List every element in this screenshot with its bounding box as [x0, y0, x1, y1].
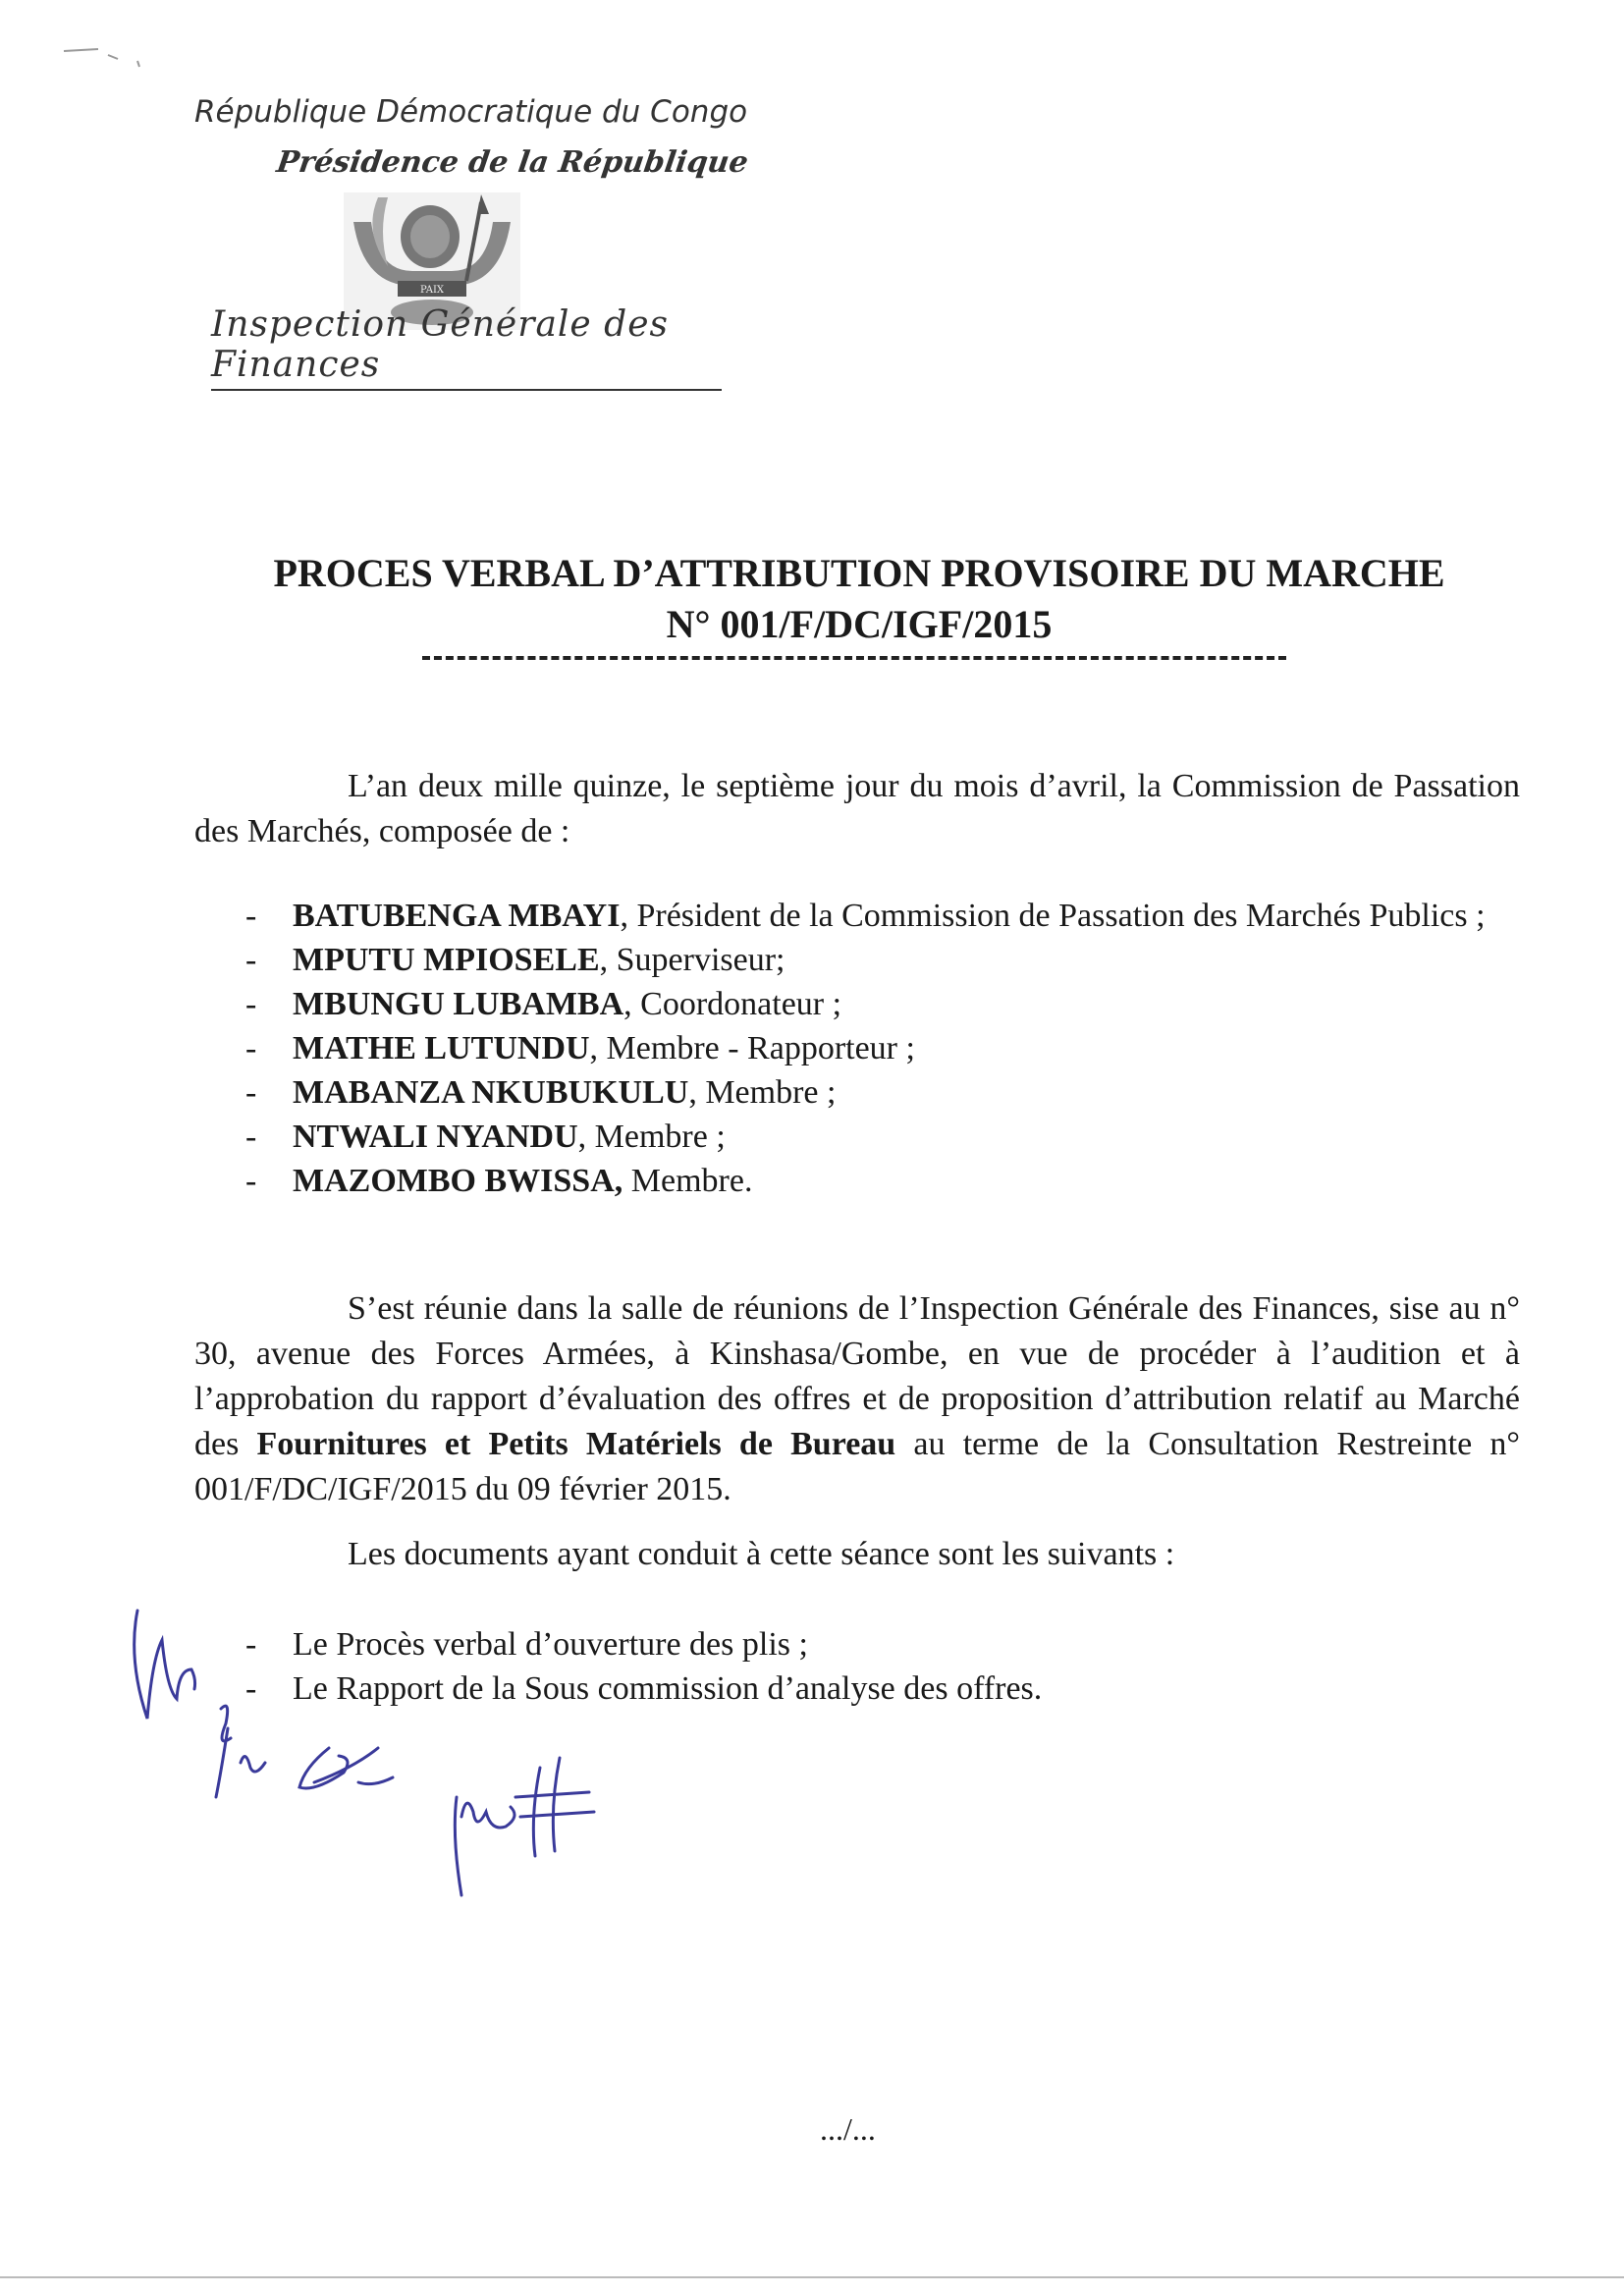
member-item: - MAZOMBO BWISSA, Membre.	[245, 1163, 753, 1199]
members-list	[245, 894, 1522, 1203]
meeting-paragraph: S’est réunie dans la salle de réunions de l’Inspection Générale des Finances, sise au n° 30, avenue des Forces Armées, à Kinshasa/Gombe, en vue de procéder à l’audition et à l’approbation du rapport d’évaluation des offres et de proposition d’attribution relatif au Marché des Fournitures et Petits Matériels de Bureau au terme de la Consultation Restreinte n° 001/F/DC/IGF/2015 du 09 février 2015.	[194, 1290, 1520, 1507]
header-country: République Démocratique du Congo	[194, 94, 748, 130]
member-name: NTWALI NYANDU	[293, 1119, 578, 1155]
member-name: MABANZA NKUBUKULU	[293, 1074, 689, 1111]
member-item: - MBUNGU LUBAMBA, Coordonateur ;	[245, 986, 842, 1022]
member-role: , Membre ;	[577, 1119, 726, 1155]
member-item: - NTWALI NYANDU, Membre ;	[245, 1119, 726, 1155]
handwritten-initials	[118, 1601, 628, 1925]
title-line-2: N° 001/F/DC/IGF/2015	[666, 602, 1053, 646]
document-item: - Le Procès verbal d’ouverture des plis ;	[245, 1626, 808, 1663]
header-institution: Inspection Générale des Finances	[211, 304, 722, 391]
title-line-1: PROCES VERBAL D’ATTRIBUTION PROVISOIRE DU MARCHE	[273, 551, 1445, 595]
member-item: - BATUBENGA MBAYI, Président de la Commission de Passation des Marchés Publics ;	[245, 898, 1486, 934]
title-separator	[422, 656, 1286, 660]
member-item: - MATHE LUTUNDU, Membre - Rapporteur ;	[245, 1030, 915, 1066]
member-role: , Président de la Commission de Passation des Marchés Publics ;	[620, 898, 1486, 934]
member-name: MBUNGU LUBAMBA	[293, 986, 624, 1022]
member-name: MATHE LUTUNDU	[293, 1030, 590, 1066]
member-item: - MABANZA NKUBUKULU, Membre ;	[245, 1074, 837, 1111]
scan-mark	[59, 41, 177, 71]
member-name: BATUBENGA MBAYI	[293, 898, 621, 934]
member-role: , Membre ;	[688, 1074, 837, 1111]
member-role: , Coordonateur ;	[623, 986, 842, 1022]
emblem-motto: PAIX	[419, 285, 445, 296]
member-role: , Superviseur;	[599, 942, 785, 978]
document-title	[147, 548, 1571, 650]
intro-paragraph: L’an deux mille quinze, le septième jour du mois d’avril, la Commission de Passation des Marchés, composée de :	[194, 768, 1520, 849]
document-item: - Le Rapport de la Sous commission d’analyse des offres.	[245, 1670, 1043, 1707]
member-name: MPUTU MPIOSELE	[293, 942, 600, 978]
member-name: MAZOMBO BWISSA,	[293, 1163, 623, 1199]
member-role: Membre.	[623, 1163, 753, 1199]
market-subject: Fournitures et Petits Matériels de Bureau	[256, 1426, 896, 1462]
page-continuation: .../...	[820, 2111, 876, 2147]
member-role: , Membre - Rapporteur ;	[589, 1030, 915, 1066]
documents-intro: Les documents ayant conduit à cette séance sont les suivants :	[348, 1536, 1175, 1572]
scan-edge	[0, 2276, 1624, 2278]
header-presidency: Présidence de la République	[274, 145, 751, 180]
member-item: - MPUTU MPIOSELE, Superviseur;	[245, 942, 785, 978]
